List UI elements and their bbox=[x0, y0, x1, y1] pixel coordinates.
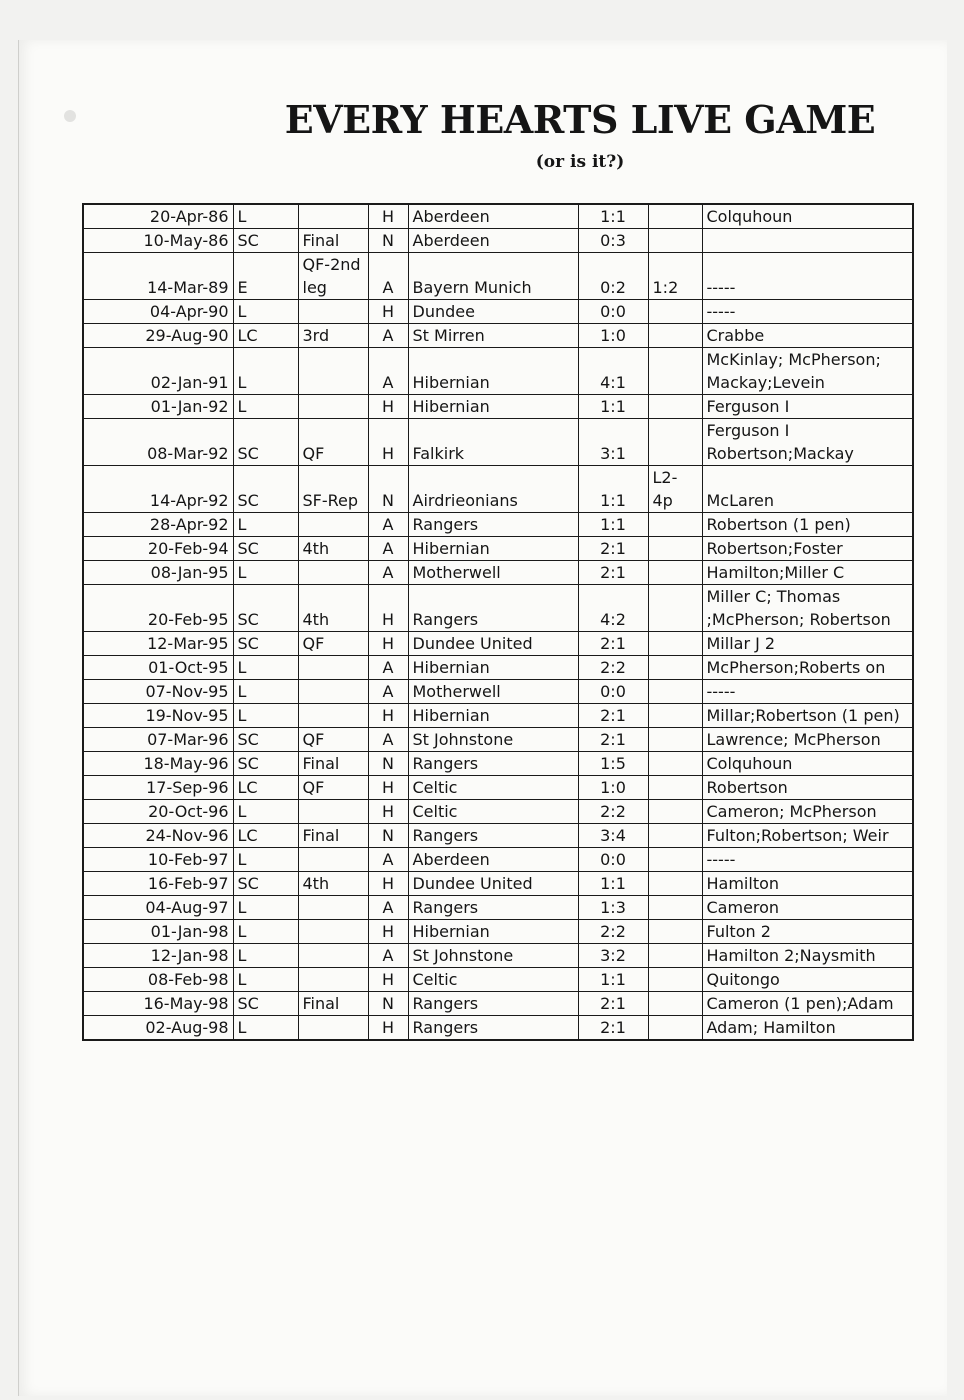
match-scorers: Lawrence; McPherson bbox=[702, 728, 913, 752]
match-opponent: St Johnstone bbox=[408, 728, 578, 752]
match-score: 2:2 bbox=[578, 800, 648, 824]
match-opponent: Falkirk bbox=[408, 419, 578, 466]
match-competition: L bbox=[233, 704, 298, 728]
match-date: 07-Mar-96 bbox=[83, 728, 233, 752]
match-scorers: Hamilton;Miller C bbox=[702, 561, 913, 585]
match-venue: H bbox=[368, 204, 408, 229]
match-opponent: Dundee United bbox=[408, 872, 578, 896]
match-scorers: McKinlay; McPherson; Mackay;Levein bbox=[702, 348, 913, 395]
table-row bbox=[83, 419, 913, 466]
match-extra-result bbox=[648, 300, 702, 324]
match-date: 08-Jan-95 bbox=[83, 561, 233, 585]
match-score: 2:2 bbox=[578, 920, 648, 944]
match-score: 1:1 bbox=[578, 466, 648, 513]
match-opponent: Rangers bbox=[408, 752, 578, 776]
match-score: 3:4 bbox=[578, 824, 648, 848]
match-round: QF-2nd leg bbox=[298, 253, 368, 300]
match-competition: E bbox=[233, 253, 298, 300]
table-row bbox=[83, 204, 913, 229]
match-venue: A bbox=[368, 728, 408, 752]
match-round: 4th bbox=[298, 872, 368, 896]
match-score: 1:1 bbox=[578, 513, 648, 537]
match-scorers: ----- bbox=[702, 253, 913, 300]
match-opponent: Aberdeen bbox=[408, 229, 578, 253]
match-extra-result: L2-4p bbox=[648, 466, 702, 513]
match-opponent: Rangers bbox=[408, 824, 578, 848]
match-extra-result bbox=[648, 680, 702, 704]
match-venue: A bbox=[368, 656, 408, 680]
match-date: 16-May-98 bbox=[83, 992, 233, 1016]
match-scorers: Miller C; Thomas ;McPherson; Robertson bbox=[702, 585, 913, 632]
match-score: 2:1 bbox=[578, 728, 648, 752]
match-venue: H bbox=[368, 300, 408, 324]
match-opponent: Celtic bbox=[408, 800, 578, 824]
match-venue: H bbox=[368, 800, 408, 824]
table-row bbox=[83, 968, 913, 992]
match-opponent: Celtic bbox=[408, 776, 578, 800]
table-row bbox=[83, 944, 913, 968]
table-row bbox=[83, 585, 913, 632]
table-row bbox=[83, 896, 913, 920]
match-date: 10-May-86 bbox=[83, 229, 233, 253]
match-extra-result bbox=[648, 419, 702, 466]
match-extra-result bbox=[648, 204, 702, 229]
match-competition: SC bbox=[233, 229, 298, 253]
match-extra-result bbox=[648, 585, 702, 632]
match-round bbox=[298, 680, 368, 704]
match-competition: SC bbox=[233, 992, 298, 1016]
match-date: 18-May-96 bbox=[83, 752, 233, 776]
match-venue: A bbox=[368, 848, 408, 872]
match-date: 01-Jan-98 bbox=[83, 920, 233, 944]
match-opponent: Hibernian bbox=[408, 395, 578, 419]
match-date: 19-Nov-95 bbox=[83, 704, 233, 728]
page-title: EVERY HEARTS LIVE GAME bbox=[284, 97, 876, 142]
match-opponent: Motherwell bbox=[408, 680, 578, 704]
match-date: 24-Nov-96 bbox=[83, 824, 233, 848]
table-row bbox=[83, 728, 913, 752]
match-competition: L bbox=[233, 300, 298, 324]
match-extra-result bbox=[648, 513, 702, 537]
match-opponent: Motherwell bbox=[408, 561, 578, 585]
match-round bbox=[298, 1016, 368, 1041]
match-extra-result bbox=[648, 992, 702, 1016]
table-row bbox=[83, 872, 913, 896]
match-opponent: Rangers bbox=[408, 1016, 578, 1041]
match-venue: H bbox=[368, 632, 408, 656]
match-extra-result bbox=[648, 348, 702, 395]
match-score: 2:1 bbox=[578, 1016, 648, 1041]
match-score: 4:2 bbox=[578, 585, 648, 632]
match-date: 17-Sep-96 bbox=[83, 776, 233, 800]
match-venue: A bbox=[368, 253, 408, 300]
match-opponent: Dundee United bbox=[408, 632, 578, 656]
match-round bbox=[298, 300, 368, 324]
match-extra-result bbox=[648, 896, 702, 920]
match-scorers: Quitongo bbox=[702, 968, 913, 992]
match-extra-result bbox=[648, 395, 702, 419]
match-scorers: Adam; Hamilton bbox=[702, 1016, 913, 1041]
match-round bbox=[298, 561, 368, 585]
match-date: 08-Feb-98 bbox=[83, 968, 233, 992]
match-date: 16-Feb-97 bbox=[83, 872, 233, 896]
match-scorers: Robertson bbox=[702, 776, 913, 800]
match-venue: A bbox=[368, 537, 408, 561]
match-score: 1:1 bbox=[578, 968, 648, 992]
match-extra-result bbox=[648, 561, 702, 585]
match-extra-result bbox=[648, 800, 702, 824]
match-score: 0:3 bbox=[578, 229, 648, 253]
match-extra-result: 1:2 bbox=[648, 253, 702, 300]
match-competition: SC bbox=[233, 728, 298, 752]
match-competition: LC bbox=[233, 324, 298, 348]
match-scorers: Fulton;Robertson; Weir bbox=[702, 824, 913, 848]
table-row bbox=[83, 824, 913, 848]
match-round bbox=[298, 968, 368, 992]
match-competition: L bbox=[233, 348, 298, 395]
match-scorers: Millar J 2 bbox=[702, 632, 913, 656]
match-scorers: ----- bbox=[702, 300, 913, 324]
match-score: 3:1 bbox=[578, 419, 648, 466]
match-venue: A bbox=[368, 944, 408, 968]
match-venue: A bbox=[368, 513, 408, 537]
match-opponent: Airdrieonians bbox=[408, 466, 578, 513]
match-round: Final bbox=[298, 824, 368, 848]
match-venue: H bbox=[368, 776, 408, 800]
match-competition: L bbox=[233, 944, 298, 968]
table-row bbox=[83, 800, 913, 824]
match-scorers: Cameron (1 pen);Adam bbox=[702, 992, 913, 1016]
table-row bbox=[83, 656, 913, 680]
match-score: 0:0 bbox=[578, 848, 648, 872]
match-date: 04-Aug-97 bbox=[83, 896, 233, 920]
match-scorers: Cameron bbox=[702, 896, 913, 920]
table-row bbox=[83, 920, 913, 944]
table-row bbox=[83, 704, 913, 728]
match-round: QF bbox=[298, 728, 368, 752]
match-opponent: Rangers bbox=[408, 992, 578, 1016]
match-date: 08-Mar-92 bbox=[83, 419, 233, 466]
match-date: 20-Apr-86 bbox=[83, 204, 233, 229]
match-date: 12-Mar-95 bbox=[83, 632, 233, 656]
table-row bbox=[83, 513, 913, 537]
match-competition: SC bbox=[233, 419, 298, 466]
match-venue: H bbox=[368, 704, 408, 728]
match-score: 4:1 bbox=[578, 348, 648, 395]
match-round bbox=[298, 395, 368, 419]
match-opponent: Aberdeen bbox=[408, 204, 578, 229]
match-opponent: Aberdeen bbox=[408, 848, 578, 872]
table-row bbox=[83, 752, 913, 776]
match-round bbox=[298, 800, 368, 824]
match-round: Final bbox=[298, 229, 368, 253]
match-venue: A bbox=[368, 896, 408, 920]
match-venue: A bbox=[368, 348, 408, 395]
match-extra-result bbox=[648, 824, 702, 848]
match-date: 20-Feb-95 bbox=[83, 585, 233, 632]
match-round: SF-Rep bbox=[298, 466, 368, 513]
match-round bbox=[298, 944, 368, 968]
match-score: 2:2 bbox=[578, 656, 648, 680]
match-competition: L bbox=[233, 800, 298, 824]
match-round: 4th bbox=[298, 537, 368, 561]
match-venue: H bbox=[368, 920, 408, 944]
match-round bbox=[298, 848, 368, 872]
match-date: 02-Aug-98 bbox=[83, 1016, 233, 1041]
page-subtitle: (or is it?) bbox=[535, 152, 625, 172]
match-score: 2:1 bbox=[578, 537, 648, 561]
match-competition: L bbox=[233, 920, 298, 944]
match-date: 02-Jan-91 bbox=[83, 348, 233, 395]
match-venue: H bbox=[368, 585, 408, 632]
match-scorers: ----- bbox=[702, 680, 913, 704]
match-date: 12-Jan-98 bbox=[83, 944, 233, 968]
match-scorers: Ferguson I Robertson;Mackay bbox=[702, 419, 913, 466]
match-extra-result bbox=[648, 728, 702, 752]
match-scorers: McLaren bbox=[702, 466, 913, 513]
match-round: 4th bbox=[298, 585, 368, 632]
match-venue: N bbox=[368, 752, 408, 776]
match-round: QF bbox=[298, 776, 368, 800]
match-venue: A bbox=[368, 324, 408, 348]
match-score: 2:1 bbox=[578, 704, 648, 728]
match-scorers: Colquhoun bbox=[702, 752, 913, 776]
match-round bbox=[298, 204, 368, 229]
match-score: 0:0 bbox=[578, 680, 648, 704]
match-opponent: Rangers bbox=[408, 896, 578, 920]
match-opponent: Hibernian bbox=[408, 920, 578, 944]
match-competition: L bbox=[233, 656, 298, 680]
match-scorers: Cameron; McPherson bbox=[702, 800, 913, 824]
match-competition: LC bbox=[233, 776, 298, 800]
table-row bbox=[83, 992, 913, 1016]
match-score: 1:1 bbox=[578, 204, 648, 229]
match-competition: SC bbox=[233, 466, 298, 513]
table-row bbox=[83, 395, 913, 419]
table-row bbox=[83, 324, 913, 348]
table-row bbox=[83, 253, 913, 300]
match-score: 1:1 bbox=[578, 395, 648, 419]
match-scorers: Ferguson I bbox=[702, 395, 913, 419]
match-round bbox=[298, 896, 368, 920]
match-competition: SC bbox=[233, 632, 298, 656]
match-venue: N bbox=[368, 229, 408, 253]
match-date: 29-Aug-90 bbox=[83, 324, 233, 348]
match-score: 2:1 bbox=[578, 992, 648, 1016]
match-competition: L bbox=[233, 968, 298, 992]
match-venue: A bbox=[368, 561, 408, 585]
match-extra-result bbox=[648, 537, 702, 561]
table-row bbox=[83, 229, 913, 253]
match-scorers: Robertson (1 pen) bbox=[702, 513, 913, 537]
match-score: 3:2 bbox=[578, 944, 648, 968]
match-opponent: Dundee bbox=[408, 300, 578, 324]
match-extra-result bbox=[648, 776, 702, 800]
match-date: 10-Feb-97 bbox=[83, 848, 233, 872]
table-row bbox=[83, 1016, 913, 1041]
match-competition: L bbox=[233, 561, 298, 585]
match-round bbox=[298, 348, 368, 395]
match-competition: L bbox=[233, 513, 298, 537]
table-row bbox=[83, 848, 913, 872]
match-opponent: Rangers bbox=[408, 585, 578, 632]
match-score: 1:0 bbox=[578, 324, 648, 348]
match-competition: SC bbox=[233, 872, 298, 896]
match-date: 14-Apr-92 bbox=[83, 466, 233, 513]
match-scorers: Millar;Robertson (1 pen) bbox=[702, 704, 913, 728]
match-venue: N bbox=[368, 992, 408, 1016]
match-extra-result bbox=[648, 920, 702, 944]
match-competition: LC bbox=[233, 824, 298, 848]
match-competition: L bbox=[233, 395, 298, 419]
match-extra-result bbox=[648, 848, 702, 872]
match-score: 1:0 bbox=[578, 776, 648, 800]
match-extra-result bbox=[648, 632, 702, 656]
match-venue: H bbox=[368, 968, 408, 992]
match-competition: SC bbox=[233, 537, 298, 561]
match-competition: L bbox=[233, 204, 298, 229]
match-scorers: Colquhoun bbox=[702, 204, 913, 229]
match-venue: A bbox=[368, 680, 408, 704]
match-round: Final bbox=[298, 992, 368, 1016]
match-opponent: St Johnstone bbox=[408, 944, 578, 968]
match-opponent: Hibernian bbox=[408, 348, 578, 395]
match-extra-result bbox=[648, 944, 702, 968]
match-round bbox=[298, 920, 368, 944]
match-round: QF bbox=[298, 419, 368, 466]
match-scorers: Hamilton 2;Naysmith bbox=[702, 944, 913, 968]
match-extra-result bbox=[648, 1016, 702, 1041]
match-competition: SC bbox=[233, 752, 298, 776]
match-round: QF bbox=[298, 632, 368, 656]
match-score: 1:1 bbox=[578, 872, 648, 896]
match-score: 1:5 bbox=[578, 752, 648, 776]
match-opponent: Rangers bbox=[408, 513, 578, 537]
match-date: 20-Oct-96 bbox=[83, 800, 233, 824]
table-row bbox=[83, 776, 913, 800]
match-score: 2:1 bbox=[578, 561, 648, 585]
match-scorers: McPherson;Roberts on bbox=[702, 656, 913, 680]
match-extra-result bbox=[648, 229, 702, 253]
results-table bbox=[82, 203, 914, 1041]
table-row bbox=[83, 632, 913, 656]
match-round bbox=[298, 704, 368, 728]
match-venue: H bbox=[368, 419, 408, 466]
match-extra-result bbox=[648, 656, 702, 680]
match-opponent: Bayern Munich bbox=[408, 253, 578, 300]
match-scorers: Fulton 2 bbox=[702, 920, 913, 944]
match-opponent: Hibernian bbox=[408, 537, 578, 561]
match-round bbox=[298, 513, 368, 537]
match-extra-result bbox=[648, 968, 702, 992]
table-row bbox=[83, 300, 913, 324]
match-competition: L bbox=[233, 848, 298, 872]
match-venue: N bbox=[368, 466, 408, 513]
table-row bbox=[83, 348, 913, 395]
match-scorers: Crabbe bbox=[702, 324, 913, 348]
match-extra-result bbox=[648, 752, 702, 776]
match-competition: L bbox=[233, 1016, 298, 1041]
match-opponent: Hibernian bbox=[408, 704, 578, 728]
match-score: 0:0 bbox=[578, 300, 648, 324]
match-opponent: St Mirren bbox=[408, 324, 578, 348]
match-scorers: Robertson;Foster bbox=[702, 537, 913, 561]
table-row bbox=[83, 537, 913, 561]
table-row bbox=[83, 561, 913, 585]
match-extra-result bbox=[648, 872, 702, 896]
match-score: 0:2 bbox=[578, 253, 648, 300]
table-row bbox=[83, 680, 913, 704]
match-date: 01-Jan-92 bbox=[83, 395, 233, 419]
table-row bbox=[83, 466, 913, 513]
match-date: 04-Apr-90 bbox=[83, 300, 233, 324]
match-scorers: ----- bbox=[702, 848, 913, 872]
match-competition: L bbox=[233, 680, 298, 704]
match-extra-result bbox=[648, 324, 702, 348]
match-venue: N bbox=[368, 824, 408, 848]
match-date: 01-Oct-95 bbox=[83, 656, 233, 680]
match-scorers: Hamilton bbox=[702, 872, 913, 896]
match-score: 2:1 bbox=[578, 632, 648, 656]
match-date: 20-Feb-94 bbox=[83, 537, 233, 561]
match-date: 14-Mar-89 bbox=[83, 253, 233, 300]
match-venue: H bbox=[368, 872, 408, 896]
match-date: 28-Apr-92 bbox=[83, 513, 233, 537]
match-round: Final bbox=[298, 752, 368, 776]
match-extra-result bbox=[648, 704, 702, 728]
match-competition: SC bbox=[233, 585, 298, 632]
match-scorers bbox=[702, 229, 913, 253]
match-score: 1:3 bbox=[578, 896, 648, 920]
match-opponent: Celtic bbox=[408, 968, 578, 992]
match-round: 3rd bbox=[298, 324, 368, 348]
match-round bbox=[298, 656, 368, 680]
match-competition: L bbox=[233, 896, 298, 920]
match-venue: H bbox=[368, 1016, 408, 1041]
match-opponent: Hibernian bbox=[408, 656, 578, 680]
match-venue: H bbox=[368, 395, 408, 419]
match-date: 07-Nov-95 bbox=[83, 680, 233, 704]
